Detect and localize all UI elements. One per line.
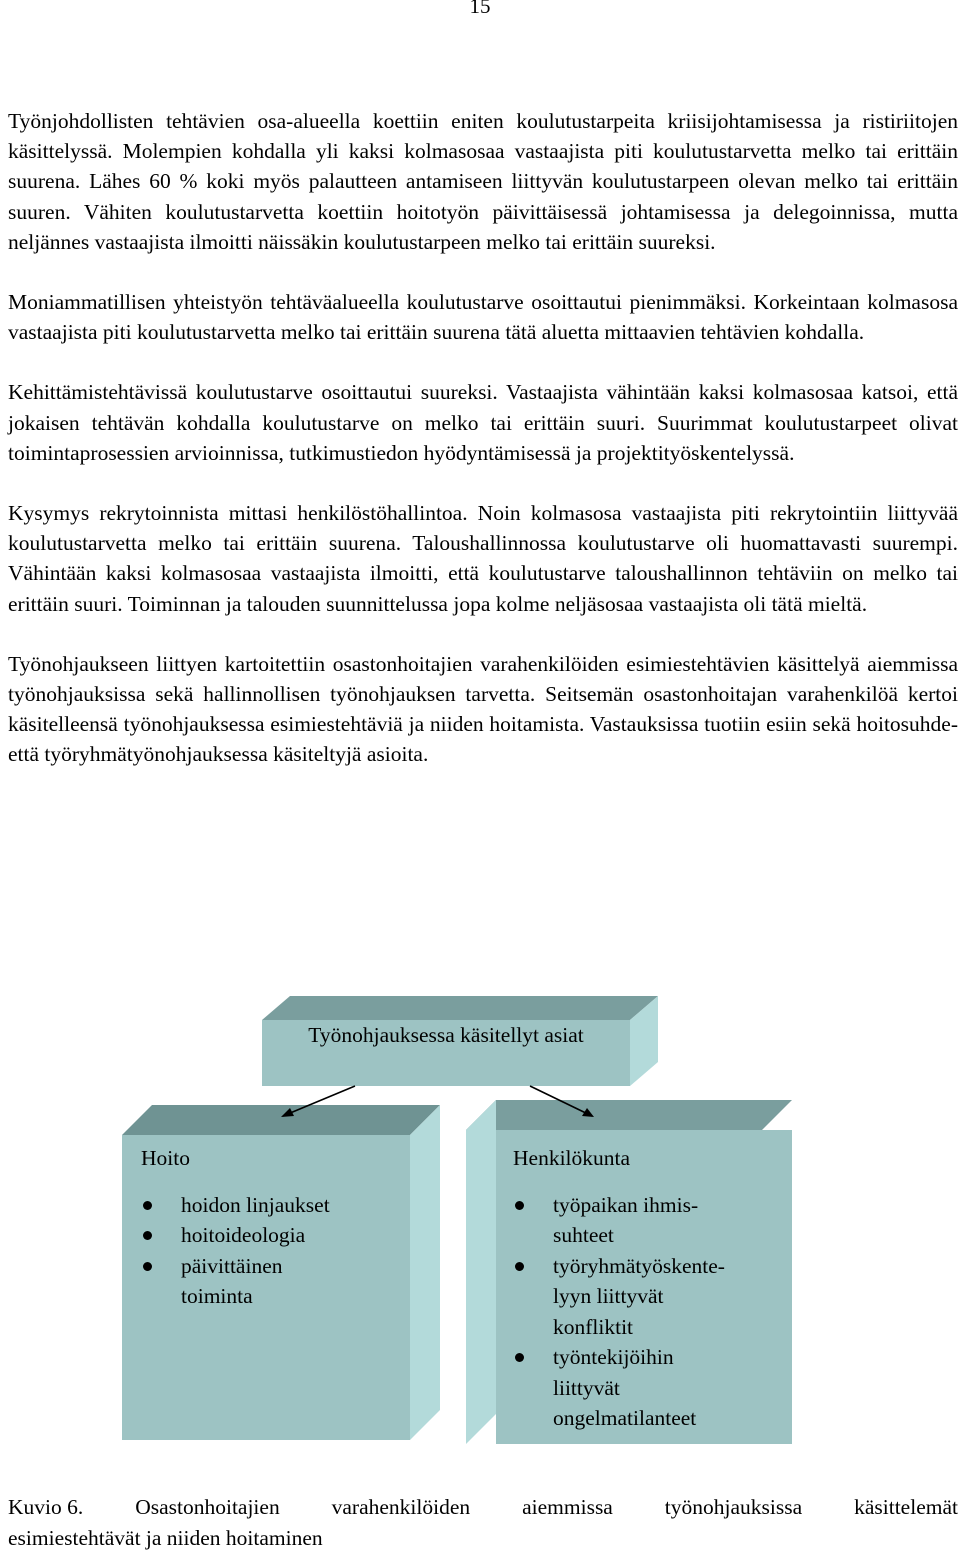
caption-word: käsittelemät — [854, 1495, 958, 1519]
caption-label: Kuvio 6. — [8, 1495, 84, 1519]
left-box-side — [410, 1105, 440, 1440]
paragraph-recruitment: Kysymys rekrytoinnista mittasi henkilöstöhallintoa. Noin kolmasosa vastaajista piti rekrytointiin liittyvää koulutustarvetta melko tai erittäin suurena. Taloushallinnossa koulutustarve oli huomattavasti suurempi. Vähintään kaksi kolmasosaa vastaajista ilmoitti, että koulutustarve taloushallinnon tehtäviin on melko tai erittäin suuri. Toiminnan ja talouden suunnittelussa jopa kolme neljäsosaa vastaajista oli tätä mieltä. — [8, 501, 958, 616]
diagram-top-label: Työnohjauksessa käsitellyt asiat — [308, 1023, 584, 1047]
paragraph-leadership-tasks: Työnjohdollisten tehtävien osa-alueella koettiin eniten koulutustarpeita kriisijohtamisessa ja ristiriitojen käsittelyssä. Molempien kohdalla yli kaksi kolmasosaa vastaajista piti koulutustarvetta melko tai erittäin suurena. Lähes 60 % koki myös palautteen antamiseen liittyvän koulutustarpeen olevan melko tai erittäin suuren. Vähiten koulutustarvetta koettiin hoitotyön päivittäisessä johtamisessa ja delegoinnissa, mutta neljännes vastaajista ilmoitti näissäkin koulutustarpeen melko tai erittäin suureksi. — [8, 109, 958, 254]
list-item — [513, 1251, 773, 1343]
right-box-side — [466, 1100, 496, 1444]
paragraph-multiprofessional: Moniammatillisen yhteistyön tehtäväalueella koulutustarve osoittautui pienimmäksi. Korkeintaan kolmasosa vastaajista piti koulutustarvetta melko tai erittäin suurena tätä aluetta mittaavien tehtävien kohdalla. — [8, 290, 958, 345]
left-box — [141, 1143, 403, 1312]
left-box-title: Hoito — [141, 1146, 190, 1170]
right-box-top — [466, 1100, 792, 1130]
right-item-2: työntekijöihin liittyvät ongelmatilanteet — [553, 1345, 697, 1430]
left-box-list — [141, 1190, 403, 1312]
list-item: päivittäinen toiminta — [141, 1251, 331, 1312]
caption-line-2: esimiestehtävät ja niiden hoitaminen — [8, 1525, 323, 1550]
right-item-0: työpaikan ihmis- suhteet — [553, 1192, 699, 1247]
paragraph-development: Kehittämistehtävissä koulutustarve osoittautui suureksi. Vastaajista vähintään kaksi kolmasosaa katsoi, että jokaisen tehtävän kohdalla koulutustarve on melko tai erittäin suuri. Suurimmat koulutustarpeet olivat toimintaprosessien arvioinnissa, tutkimustiedon hyödyntämisessä ja projektityöskentelyssä. — [8, 380, 958, 465]
caption-word: Osastonhoitajien — [135, 1495, 280, 1519]
body-text — [8, 106, 958, 800]
right-box-list — [513, 1190, 773, 1434]
list-item: hoidon linjaukset — [141, 1190, 403, 1221]
list-item: hoitoideologia — [141, 1220, 403, 1251]
caption-word: aiemmissa — [522, 1495, 613, 1519]
caption-word: työnohjauksissa — [664, 1495, 803, 1519]
left-box-top — [122, 1105, 440, 1135]
right-box — [513, 1143, 773, 1434]
paragraph-supervision: Työnohjaukseen liittyen kartoitettiin osastonhoitajien varahenkilöiden esimiestehtävien käsittelyä aiemmissa työnohjauksissa sekä hallinnollisen työnohjauksen tarvetta. Seitsemän osastonhoitajan varahenkilöä kertoi käsitelleensä työnohjauksessa esimiestehtäviä ja niiden hoitamista. Vastauksissa tuotiin esiin sekä hoitosuhde- että työryhmätyönohjauksessa käsiteltyjä asioita. — [8, 651, 958, 767]
caption-line-1 — [8, 1492, 958, 1523]
top-box-top — [262, 996, 658, 1020]
list-item — [513, 1342, 753, 1434]
page-number: 15 — [469, 0, 491, 18]
right-item-1: työryhmätyöskente- lyyn liittyvät konfliktit — [553, 1253, 725, 1339]
list-item — [513, 1190, 753, 1251]
caption-word: varahenkilöiden — [331, 1495, 471, 1519]
figure-caption — [8, 1492, 958, 1553]
right-box-title: Henkilökunta — [513, 1146, 631, 1170]
